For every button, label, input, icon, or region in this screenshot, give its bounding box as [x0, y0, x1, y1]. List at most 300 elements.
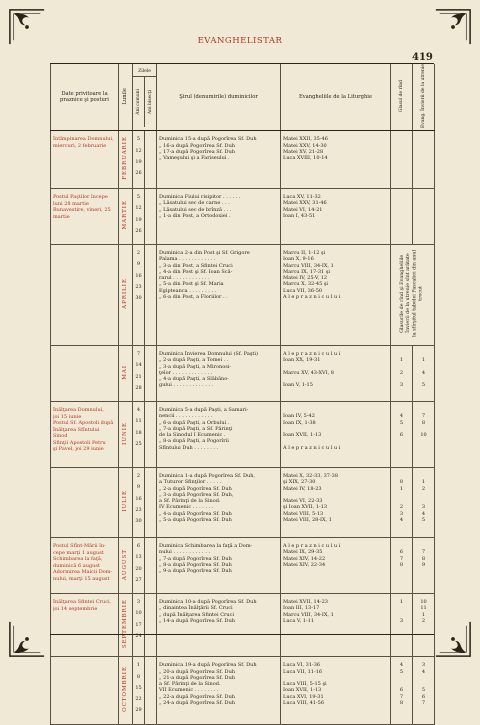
date-number — [133, 538, 145, 594]
gospel-reading-line: Matei XVII, 14-23 — [283, 599, 328, 606]
sunday-name-line: „ 21-a după Pogorîrea Sf. Duh — [159, 674, 236, 681]
glas-number-line: 6 — [399, 687, 404, 694]
date-number-line: 19 — [135, 216, 142, 223]
month-label: FEBRUARIE — [119, 131, 133, 189]
voskr-number-line: 10 — [420, 599, 427, 606]
date-number-line: 24 — [135, 632, 142, 639]
gospel-reading-line: Matei IV, 18-23 — [283, 485, 322, 492]
glas-number — [391, 594, 413, 657]
feast-note — [51, 189, 119, 245]
sunday-name — [157, 402, 281, 468]
date-number-line: 25 — [135, 440, 142, 447]
leap-dates — [145, 468, 157, 538]
page-number: 419 — [412, 52, 433, 63]
glas-number-line: 5 — [399, 419, 404, 426]
gospel-reading — [281, 538, 391, 594]
sunday-name-line: Duminica 19-a după Pogorîrea Sf. Duh — [159, 662, 257, 669]
voskr-number — [413, 402, 435, 468]
date-number-line: 16 — [135, 272, 142, 279]
date-number — [133, 468, 145, 538]
sunday-name-line: „ 5-a după Pogorîrea Sf. Duh — [159, 516, 232, 523]
glas-number-line: 1 — [399, 599, 404, 606]
feast-note-line: Înălţarea Domnului, — [53, 407, 104, 414]
month-label: IUNIE — [119, 402, 133, 468]
date-number — [133, 189, 145, 245]
sunday-name-line: „ 8-a după Pogorîrea Sf. Duh — [159, 561, 232, 568]
running-header: EVANGHELISTAR — [197, 36, 283, 46]
calendar-body — [51, 131, 435, 724]
feast-note — [51, 538, 119, 594]
voskr-number — [413, 189, 435, 245]
glas-note: Glasurile de rînd şi Evangheliile Învierii de la utrenie sînt arătate la sfîrşitul tabelei Pascaliei din anul trecut — [391, 245, 435, 346]
glas-number-line: 8 — [399, 561, 404, 568]
gospel-reading — [281, 346, 391, 402]
glas-number-line: 5 — [399, 668, 404, 675]
gospel-reading-line: Matei VIII, 5-13 — [283, 510, 324, 517]
date-number — [133, 245, 145, 346]
gospel-reading-line: Ioan X, 9-16 — [283, 256, 314, 263]
gospel-reading-line: Matei XXV, 31-46 — [283, 200, 327, 207]
gospel-reading-line: Ioan V, 1-15 — [283, 382, 313, 389]
glas-number-line: 4 — [399, 413, 404, 420]
sunday-name-line: „ 9-a după Pogorîrea Sf. Duh — [159, 568, 232, 575]
gospel-reading-line: Ioan XVII, 1-13 — [283, 687, 322, 694]
voskr-number-line — [415, 445, 432, 451]
glas-number-line — [393, 445, 410, 451]
voskr-number-line: 10 — [420, 432, 427, 439]
sunday-name-line: Duminica Fiului risipitor . . . . . . — [159, 194, 241, 201]
sunday-name — [157, 468, 281, 538]
date-number-line: 1 — [136, 662, 141, 669]
voskr-number-line: 1 — [421, 479, 426, 486]
gospel-reading-line: Luca VIII, 5-15 şi — [283, 681, 327, 687]
date-number-line: 30 — [135, 518, 142, 525]
feast-note-line: Sinod — [53, 433, 68, 440]
sunday-name-line: „ 5-a din Post şi Sf. Maria — [159, 281, 224, 288]
voskr-number-line: 4 — [421, 668, 426, 675]
sunday-name-line: „ 24-a după Pogorîrea Sf. Duh — [159, 699, 236, 706]
sunday-name-line: „ 8-a după Paşti, a Pogorîrii — [159, 438, 229, 445]
glas-number-line: 3 — [399, 382, 404, 389]
sunday-name-line: „ 3-a după Pogorîrea Sf. Duh, — [159, 491, 234, 498]
month-group — [51, 245, 435, 346]
gospel-reading — [281, 402, 391, 468]
leap-dates — [145, 189, 157, 245]
voskr-number — [413, 346, 435, 402]
date-number-line: 23 — [135, 506, 142, 513]
voskr-number-line — [415, 155, 432, 161]
voskr-number-line: 8 — [421, 419, 426, 426]
voskr-number — [413, 594, 435, 657]
sunday-name-line: rarul . . . . . . . . . . . . — [159, 275, 210, 282]
gospel-reading-line: şi XIX, 27-30 — [283, 479, 316, 486]
date-number-line: 20 — [135, 565, 142, 572]
gospel-reading — [281, 131, 391, 189]
date-number-line: 4 — [136, 407, 141, 414]
date-number-line: 21 — [135, 373, 142, 380]
sunday-name-line: gului . . . . . . . . . . . . . — [159, 382, 214, 389]
leap-dates — [145, 131, 157, 189]
sunday-name-line: „ 3-a din Post, a Sfintei Cruci — [159, 262, 233, 269]
leap-dates — [145, 657, 157, 724]
feast-note-line: miercuri, 2 februarie — [53, 142, 107, 149]
voskr-number-line: 3 — [421, 504, 426, 511]
sunday-name-line: „ Vameşului şi a Fariseului . — [159, 155, 230, 162]
gospel-reading-line: Matei IX, 29-35 — [283, 549, 323, 556]
sunday-name — [157, 131, 281, 189]
glas-number-line: 4 — [399, 662, 404, 669]
sunday-name-line: a Tuturor Sfinţilor . . . . . — [159, 479, 222, 486]
sunday-name-line: Duminica Învierea Domnului (Sf. Paşti) — [159, 351, 258, 358]
glas-number-line: 8 — [399, 479, 404, 486]
month-label: MAI — [119, 346, 133, 402]
col-header-sundays: Şirul (denumirile) duminicilor — [157, 64, 281, 131]
sunday-name-line: Duminica 15-a după Pogorîrea Sf. Duh — [159, 136, 257, 143]
voskr-number — [413, 657, 435, 724]
glas-number-line: 2 — [399, 369, 404, 376]
gospel-reading-line: şi Ioan XVII, 1-13 — [283, 504, 328, 511]
gospel-reading-line: Ioan IV, 5-42 — [283, 413, 315, 420]
voskr-number-line: 7 — [421, 699, 426, 706]
date-number-line: 26 — [135, 227, 142, 234]
corner-ornament-icon — [8, 620, 46, 658]
sunday-name-line: „ 4-a după Paşti, a Slăbăno- — [159, 376, 229, 383]
date-number-line: 6 — [136, 543, 141, 550]
date-number-line: 28 — [135, 384, 142, 391]
sunday-name-line: ţelor . . . . . . . . . . . . . — [159, 369, 213, 376]
gospel-reading-line: Ioan XVII, 1-13 — [283, 432, 322, 439]
feast-note-line: Postul Sf. Apostoli după — [53, 420, 114, 427]
voskr-number-line: 2 — [421, 617, 426, 624]
sunday-name-line: „ Lăsatului sec de brînză . . . — [159, 206, 232, 213]
date-number — [133, 131, 145, 189]
date-number-line: 8 — [136, 673, 141, 680]
gospel-reading-line: Matei XIV, 14-22 — [283, 555, 326, 562]
gospel-reading — [281, 594, 391, 657]
glas-number-line: 4 — [399, 516, 404, 523]
glas-number-line: 1 — [399, 357, 404, 364]
gospel-reading-line: Matei IV, 25-V, 12 — [283, 275, 328, 282]
feast-note-line: nului, marţi 15 august — [53, 575, 110, 582]
month-label: MARTIE — [119, 189, 133, 245]
voskr-number-line: 1 — [421, 357, 426, 364]
glas-number — [391, 131, 413, 189]
glas-number — [391, 346, 413, 402]
leap-dates — [145, 245, 157, 346]
gospel-reading-line: Luca XVI, 19-31 — [283, 693, 324, 700]
glas-number — [391, 468, 413, 538]
leap-dates — [145, 594, 157, 657]
sunday-name-line: „ Lăsatului sec de carne . . . — [159, 200, 230, 207]
glas-number-line — [393, 213, 410, 219]
voskr-number-line: 5 — [421, 516, 426, 523]
glas-number-line: 3 — [399, 617, 404, 624]
date-number-line: 12 — [135, 205, 142, 212]
sunday-name-line: a Sf. Părinţi de la Sinod. — [159, 498, 221, 505]
gospel-reading-line: Luca XVIII, 10-14 — [283, 155, 328, 162]
feast-note-line: Sfinţii Apostoli Petru — [53, 439, 106, 446]
leap-dates — [145, 538, 157, 594]
sunday-name-line: „ 14-a după Pogorîrea Sf. Duh — [159, 617, 236, 624]
gospel-reading-line: Luca VII, 36-50 — [283, 287, 323, 294]
gospel-reading — [281, 657, 391, 724]
col-header-days: Zilele Ani comuni Ani bisecţi — [133, 64, 157, 131]
gospel-reading-line: A l e p r a z n i c u l u i — [283, 351, 341, 358]
gospel-reading-line: Matei XIV, 22-34 — [283, 561, 326, 568]
feast-note-line: şi Pavel, joi 29 iunie — [53, 446, 104, 453]
glas-number-line: 6 — [399, 549, 404, 556]
month-group — [51, 594, 435, 657]
month-group — [51, 538, 435, 594]
voskr-number-line: 5 — [421, 382, 426, 389]
sunday-name-line: „ 20-a după Pogorîrea Sf. Duh — [159, 668, 236, 675]
sunday-name-line: „ 7-a după Pogorîrea Sf. Duh — [159, 555, 232, 562]
date-number-line: 3 — [136, 599, 141, 606]
date-number-line: 18 — [135, 429, 142, 436]
gospel-reading-line: Marcu II, 1-12 şi — [283, 250, 326, 257]
sunday-name — [157, 346, 281, 402]
col-header-gospels: Evangheliile de la Liturghie — [281, 64, 391, 131]
col-header-glas: Glasul de rînd — [391, 64, 413, 131]
sunday-name-line: Palama . . . . . . . . . . . . — [159, 256, 216, 263]
sunday-name — [157, 594, 281, 657]
feast-note-line: Înălţarea Sfîntului — [53, 426, 100, 433]
feast-note — [51, 402, 119, 468]
sunday-name — [157, 245, 281, 346]
date-number-line: 29 — [135, 707, 142, 714]
voskr-number-line: 1 — [421, 611, 426, 618]
glas-number — [391, 657, 413, 724]
glas-number-line: 7 — [399, 693, 404, 700]
sunday-name-line: „ 2-a după Paşti, a Tomei . . — [159, 357, 229, 364]
sunday-name-line: „ dinaintea Înălţării Sf. Cruci — [159, 605, 233, 612]
feast-note-line: Bunavestire, vineri, 25 — [53, 207, 111, 214]
feast-note-line: duminică 6 august — [53, 562, 100, 569]
sunday-name-line: Sfîntului Duh . . . . . . . . — [159, 444, 219, 451]
gospel-reading-line: Luca V, 1-11 — [283, 617, 315, 624]
col-header-feasts: Date privitoare la praznice şi posturi — [51, 64, 119, 131]
glas-number-line: 7 — [399, 555, 404, 562]
sunday-name-line: „ după Înălţarea Sfintei Cruci — [159, 611, 235, 618]
glas-number-line: 2 — [399, 504, 404, 511]
sunday-name-line: „ 1-a din Post, a Ortodoxiei . — [159, 212, 231, 219]
sunday-name-line: a Sf. Părinţi de la Sinod. — [159, 681, 221, 687]
gospel-reading-line: Marcu VIII, 34-IX, 1 — [283, 262, 334, 269]
date-number-line: 19 — [135, 158, 142, 165]
gospel-reading-line: Matei XV, 21-28 — [283, 148, 324, 155]
glas-number-line: 1 — [399, 485, 404, 492]
sunday-name-line: Duminica 1-a după Pogorîrea Sf. Duh, — [159, 473, 255, 480]
glas-number-line: 6 — [399, 432, 404, 439]
date-number-line: 2 — [136, 473, 141, 480]
sunday-name-line: VII Ecumenic . . . . . . . . — [159, 687, 219, 694]
feast-note-line: cepe marţi 1 august — [53, 549, 104, 556]
voskr-number — [413, 131, 435, 189]
feast-note-line: joi 15 iunie — [53, 413, 82, 420]
voskr-number-line: 9 — [421, 561, 426, 568]
feast-note — [51, 131, 119, 189]
feast-note-line: Postul Sfînt-Mării în- — [53, 543, 106, 550]
gospel-reading-line: Ioan III, 13-17 — [283, 605, 320, 612]
feast-note — [51, 245, 119, 346]
sunday-name — [157, 538, 281, 594]
date-number-line: 10 — [135, 610, 142, 617]
month-label: AUGUST — [119, 538, 133, 594]
glas-number-line: 3 — [399, 510, 404, 517]
sunday-name-line: „ 16-a după Pogorîrea Sf. Duh — [159, 142, 236, 149]
date-number-line: 2 — [136, 250, 141, 257]
col-header-month: Lunile — [119, 64, 133, 131]
sunday-name-line: „ 4-a după Pogorîrea Sf. Duh — [159, 510, 232, 517]
date-number-line: 12 — [135, 147, 142, 154]
gospel-reading-line: Marcu X, 32-45 şi — [283, 281, 329, 288]
date-number-line: 9 — [136, 261, 141, 268]
date-number-line: 22 — [135, 696, 142, 702]
feast-note-line: Adormirea Maicii Dom- — [53, 569, 113, 576]
date-number-line: 5 — [136, 194, 141, 201]
sunday-name — [157, 657, 281, 724]
sunday-name-line: „ 3-a după Paşti, a Mironosi- — [159, 363, 232, 370]
gospel-reading-line: Luca VIII, 41-56 — [283, 699, 325, 706]
sunday-name-line: nului . . . . . . . . . . . . — [159, 549, 211, 556]
month-group — [51, 189, 435, 245]
date-number-line: 9 — [136, 484, 141, 491]
gospel-reading — [281, 245, 391, 346]
gospel-reading-line: Matei XXII, 35-46 — [283, 136, 328, 143]
feast-note-line: Înălţarea Sfintei Cruci, — [53, 599, 112, 606]
date-number-line: 23 — [135, 283, 142, 290]
sunday-name-line: Duminica Schimbarea la faţă a Dom- — [159, 543, 253, 550]
voskr-number — [413, 538, 435, 594]
date-number-line: 17 — [135, 621, 142, 628]
feast-note — [51, 657, 119, 724]
date-number-line: 5 — [136, 136, 141, 143]
voskr-number-line: 5 — [421, 687, 426, 694]
date-number-line: 14 — [135, 362, 142, 369]
glas-number-line — [393, 155, 410, 161]
date-number-line: 15 — [135, 684, 142, 691]
voskr-number-line: 2 — [421, 485, 426, 492]
feast-note-line: joi 14 septembrie — [53, 605, 98, 612]
date-number-line: 26 — [135, 170, 142, 177]
date-number — [133, 346, 145, 402]
feast-note-line: martie — [53, 213, 70, 220]
feast-note-line: luni 28 martie — [53, 200, 89, 207]
gospel-reading-line: Ioan IX, 1-38 — [283, 419, 316, 426]
glas-number — [391, 402, 413, 468]
gospel-reading-line: Ioan I, 43-51 — [283, 212, 316, 219]
voskr-number-line: 4 — [421, 510, 426, 517]
gospel-reading-line: Luca VI, 31-36 — [283, 662, 321, 669]
feast-note — [51, 468, 119, 538]
date-number-line: 7 — [136, 351, 141, 358]
gospel-reading-line: Marcu XV, 43-XVI, 8 — [283, 369, 334, 376]
glas-number — [391, 189, 413, 245]
bottom-rule — [50, 634, 434, 635]
sunday-name-line: „ 2-a după Pogorîrea Sf. Duh — [159, 485, 232, 492]
date-number-line: 27 — [135, 576, 142, 583]
sunday-name-line: de la Sinodul I Ecumenic . — [159, 432, 226, 439]
voskr-number-line: 6 — [421, 693, 426, 700]
date-number — [133, 657, 145, 724]
sunday-name-line: „ 22-a după Pogorîrea Sf. Duh — [159, 693, 236, 700]
sunday-name-line: „ 4-a din Post şi Sf. Ioan Scă- — [159, 268, 233, 275]
voskr-number-line: 7 — [421, 549, 426, 556]
voskr-number-line: 3 — [421, 662, 426, 669]
month-group — [51, 657, 435, 724]
date-number — [133, 402, 145, 468]
sunday-name-line: „ 17-a după Pogorîrea Sf. Duh — [159, 148, 236, 155]
sunday-name-line: „ 6-a din Post, a Floriilor . . — [159, 293, 228, 300]
month-label: IULIE — [119, 468, 133, 538]
month-group — [51, 131, 435, 189]
leap-dates — [145, 346, 157, 402]
sunday-name-line: Duminica 2-a din Post şi Sf. Grigore — [159, 250, 250, 257]
col-header-voskr: Evang. Învierii de la utrenie — [413, 64, 435, 131]
sunday-name-line: Egipteanca . . . . . . . . . — [159, 287, 217, 294]
gospel-reading-line: Matei VI, 22-33 — [283, 498, 323, 505]
feast-note-line: Întîmpinarea Domnului, — [53, 136, 114, 143]
glas-number-line: 8 — [399, 699, 404, 706]
sunday-name — [157, 189, 281, 245]
gospel-reading-line: Marcu IX, 17-31 şi — [283, 268, 330, 275]
gospel-reading-line: Luca XV, 11-32 — [283, 194, 321, 201]
glas-number — [391, 538, 413, 594]
date-number-line: 11 — [135, 418, 142, 425]
corner-ornament-icon — [434, 620, 472, 658]
sunday-name-line: Duminica 5-a după Paşti, a Samari- — [159, 407, 249, 414]
month-label: APRILIE — [119, 245, 133, 346]
gospel-reading-line: Matei XXV, 14-30 — [283, 142, 327, 149]
month-group — [51, 346, 435, 402]
date-number — [133, 594, 145, 657]
voskr-number-line: 11 — [420, 605, 427, 612]
gospel-reading — [281, 189, 391, 245]
gospel-reading-line: A l e p r a z n i c u l u i — [283, 444, 341, 451]
leap-dates — [145, 402, 157, 468]
voskr-number-line — [415, 213, 432, 219]
sunday-name-line: IV Ecumenic . . . . . . . — [159, 504, 214, 511]
feast-note-line: Postul Paştilor începe — [53, 194, 108, 201]
date-number-line: 30 — [135, 295, 142, 302]
voskr-number — [413, 468, 435, 538]
sunday-name-line: Duminica 10-a după Pogorîrea Sf. Duh — [159, 599, 257, 606]
calendar-table — [50, 64, 435, 725]
month-group — [51, 468, 435, 538]
gospel-reading-line: Matei VI, 14-21 — [283, 206, 323, 213]
date-number-line: 13 — [135, 554, 142, 561]
sunday-name-line: nencii . . . . . . . . . . . . — [159, 413, 213, 420]
voskr-number-line: 7 — [421, 413, 426, 420]
gospel-reading-line: Luca VII, 11-16 — [283, 668, 323, 675]
gospel-reading — [281, 468, 391, 538]
month-group — [51, 402, 435, 468]
month-label: OCTOMBRIE — [119, 657, 133, 724]
voskr-number-line: 4 — [421, 369, 426, 376]
month-label: SEPTEMBRIE — [119, 594, 133, 657]
feast-note-line: Schimbarea la faţă, — [53, 556, 103, 563]
feast-note — [51, 346, 119, 402]
voskr-number-line: 8 — [421, 555, 426, 562]
sunday-name-line: „ 7-a după Paşti, a Sf. Părinţi — [159, 425, 233, 432]
gospel-reading-line: Matei VIII, 28-IX, 1 — [283, 516, 332, 523]
gospel-reading-line: Matei X, 32-33, 37-38 — [283, 473, 339, 480]
sunday-name-line: „ 6-a după Paşti, a Orbului . — [159, 419, 230, 426]
date-number-line: 16 — [135, 495, 142, 502]
gospel-reading-line: A l e p r a z n i c u l u i — [283, 543, 341, 550]
gospel-reading-line: Ioan XX, 19-31 — [283, 357, 321, 364]
gospel-reading-line: A l e p r a z n i c u l u i — [283, 293, 341, 300]
